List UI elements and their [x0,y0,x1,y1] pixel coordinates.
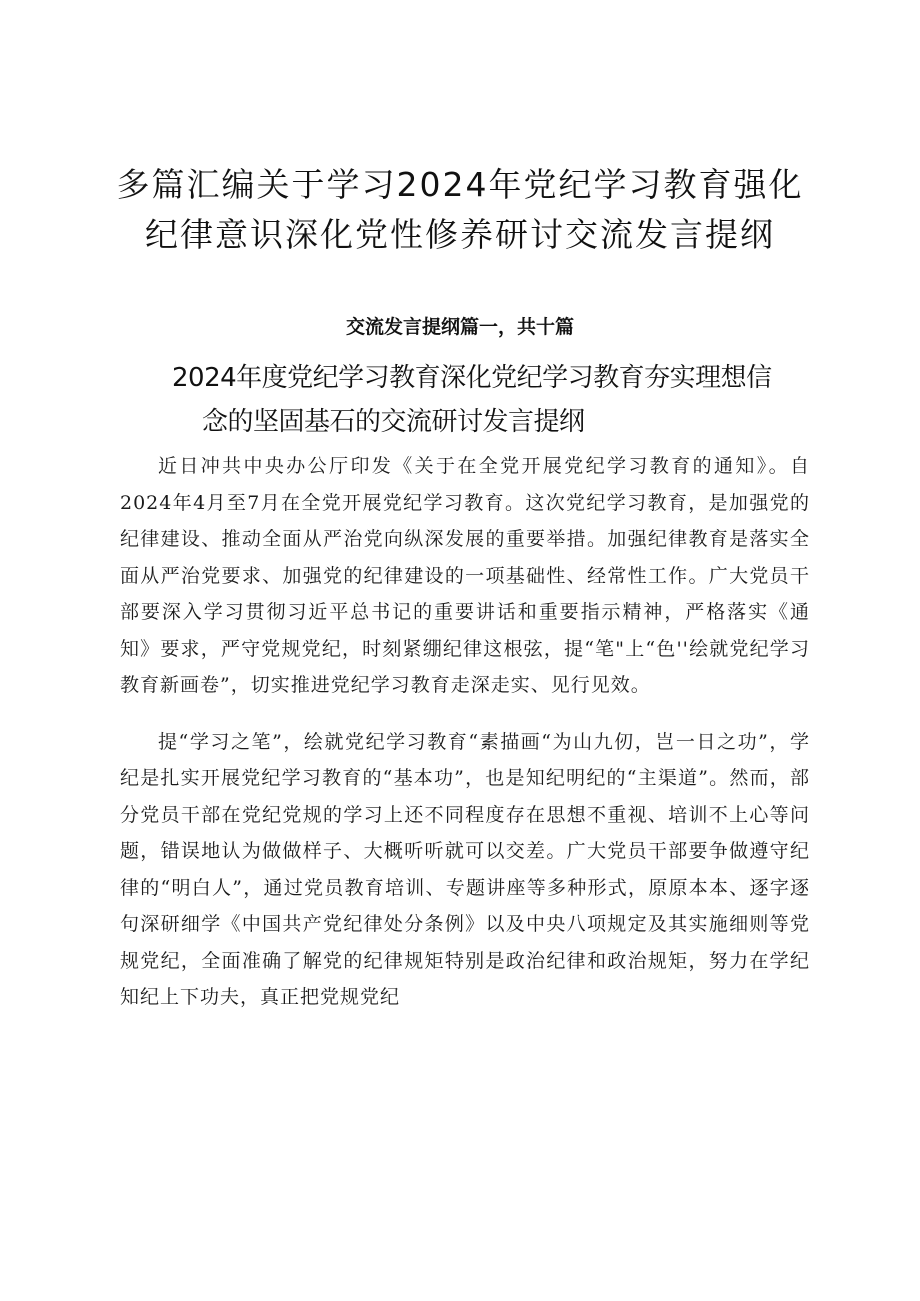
article-subtitle-line-1: 2024年度党纪学习教育深化党纪学习教育夯实理想信 [172,363,772,393]
article-body [120,448,810,1036]
document-title-line-2: 纪律意识深化党性修养研讨交流发言提纲 [145,215,775,254]
section-heading: 交流发言提纲篇一，共十篇 [345,316,574,338]
body-paragraph-1: 近日冲共中央办公厅印发《关于在全党开展党纪学习教育的通知》。自2024年4月至7月在全党开展党纪学习教育。这次党纪学习教育，是加强党的纪律建设、推动全面从严治党向纵深发展的重要举措。加强纪律教育是落实全面从严治党要求、加强党的纪律建设的一项基础性、经常性工作。广大党员干部要深入学习贯彻习近平总书记的重要讲话和重要指示精神，严格落实《通知》要求，严守党规党纪，时刻紧绷纪律这根弦，提“笔"上“色''绘就党纪学习教育新画卷”，切实推进党纪学习教育走深走实、见行见效。 [120,455,810,696]
body-paragraph-2: 提“学习之笔”，绘就党纪学习教育“素描画“为山九仞，岂一日之功”，学纪是扎实开展党纪学习教育的“基本功”，也是知纪明纪的“主渠道”。然而，部分党员干部在党纪党规的学习上还不同程度存在思想不重视、培训不上心等问题，错误地认为做做样子、大概听听就可以交差。广大党员干部要争做遵守纪律的“明白人”，通过党员教育培训、专题讲座等多种形式，原原本本、逐字逐句深研细学《中国共产党纪律处分条例》以及中央八项规定及其实施细则等党规党纪，全面准确了解党的纪律规矩特别是政治纪律和政治规矩，努力在学纪知纪上下功夫，真正把党规党纪 [120,730,810,1008]
document-title [60,160,860,260]
article-subtitle-line-2: 念的坚固基石的交流研讨发言提纲 [202,407,585,437]
document-title-line-1: 多篇汇编关于学习2024年党纪学习教育强化 [116,165,804,204]
article-subtitle [150,356,810,444]
